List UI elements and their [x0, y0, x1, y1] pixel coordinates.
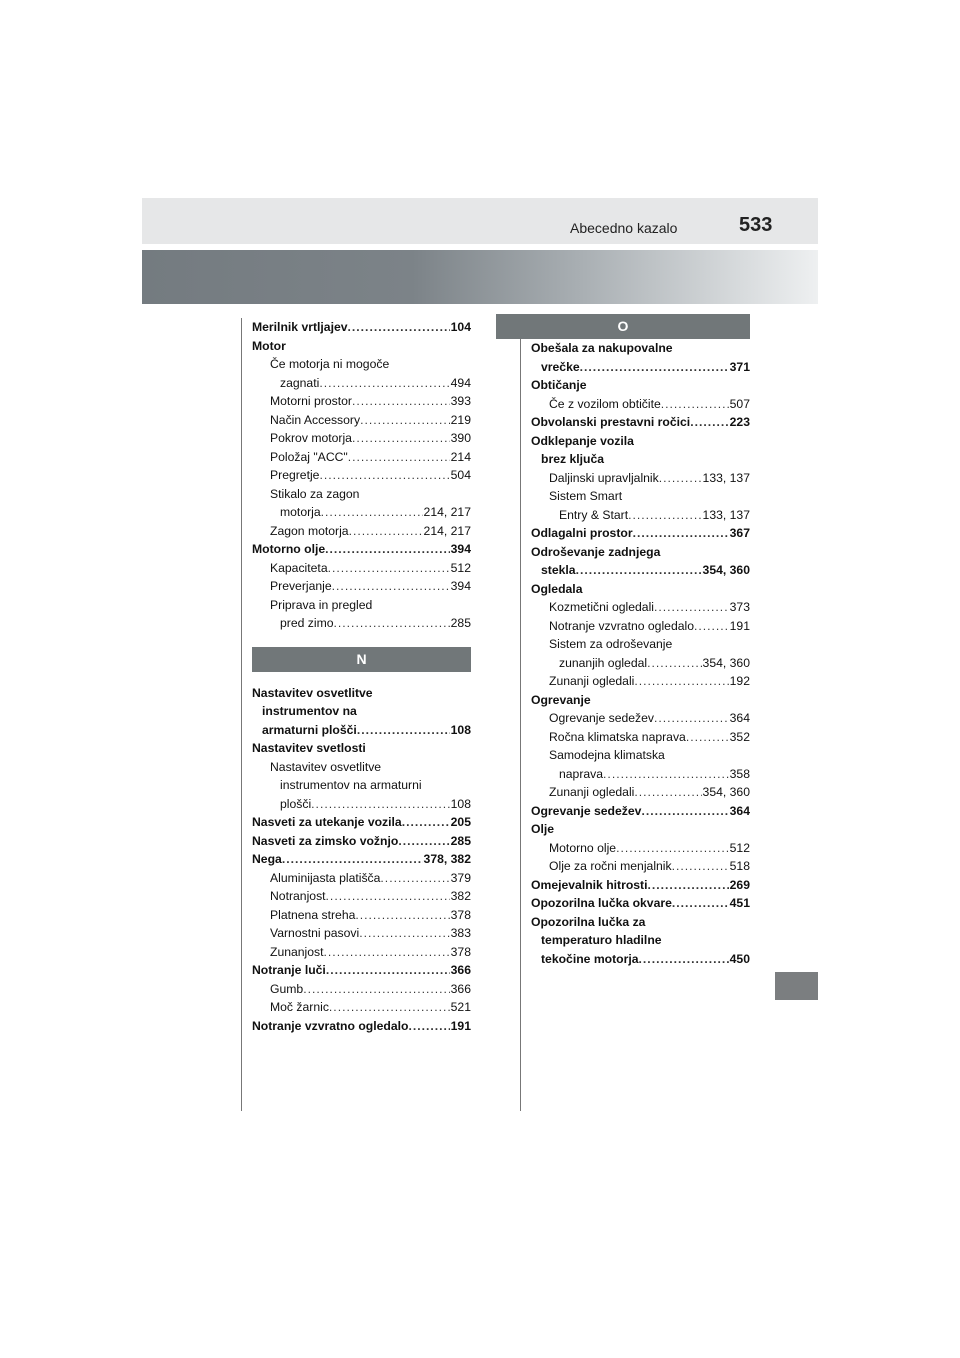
leader-dots: [352, 392, 450, 411]
leader-dots: [360, 411, 450, 430]
leader-dots: [319, 466, 449, 485]
index-entry: [252, 832, 471, 851]
index-entry-page: 378: [450, 907, 471, 922]
index-entry-term: Preverjanje: [270, 579, 332, 593]
index-entries-o: [531, 339, 750, 968]
leader-dots: [349, 522, 423, 541]
index-entry: [531, 561, 750, 580]
index-entry: [252, 961, 471, 980]
index-entry-term: Notranje vzvratno ogledalo: [252, 1018, 409, 1033]
index-entry: [252, 374, 471, 393]
index-entry-page: 494: [450, 375, 471, 390]
index-entry-page: 382: [450, 889, 471, 903]
index-entry-page: 214, 217: [423, 523, 471, 538]
index-entry-term: Priprava in pregled: [270, 597, 373, 612]
index-entry: [531, 654, 750, 673]
index-entry: [531, 746, 750, 765]
index-entry: [252, 906, 471, 925]
index-entry-term: Notranje vzvratno ogledalo: [549, 618, 694, 633]
index-entry-page: 214: [450, 449, 471, 464]
index-entry: [531, 450, 750, 469]
index-entry: [252, 813, 471, 832]
index-entry-page: 390: [450, 431, 471, 445]
index-entry: [252, 485, 471, 504]
index-entry: [252, 702, 471, 721]
index-entry-page: 108: [450, 722, 471, 737]
leader-dots: [329, 998, 450, 1017]
leader-dots: [672, 857, 729, 876]
index-entry-term: Stikalo za zagon: [270, 486, 360, 501]
index-entry: [252, 540, 471, 559]
leader-dots: [324, 943, 450, 962]
index-entry-term: Entry & Start: [559, 507, 629, 522]
index-entry: [531, 894, 750, 913]
index-entry: [531, 820, 750, 839]
index-entry: [531, 913, 750, 932]
index-entry: [252, 429, 471, 448]
index-entry-term: Obvolanski prestavni ročici: [531, 415, 691, 429]
index-entry-page: 354, 360: [702, 655, 750, 670]
index-entry-page: 371: [729, 359, 750, 374]
index-entry: [531, 339, 750, 358]
index-entry: [531, 876, 750, 895]
header-top-bar: [142, 198, 818, 244]
index-entry: [531, 672, 750, 691]
index-entry-page: 191: [450, 1018, 471, 1033]
index-entry: [252, 795, 471, 814]
index-entry-term: Olje za ročni menjalnik: [549, 859, 672, 873]
index-entry-term: motorja: [280, 505, 321, 519]
index-entry-term: Kozmetični ogledali: [549, 600, 655, 614]
index-entry: [531, 413, 750, 432]
index-entry-page: 108: [450, 796, 471, 811]
index-entry: [531, 691, 750, 710]
leader-dots: [357, 721, 450, 740]
index-entry-page: 393: [450, 394, 471, 408]
index-entry: [252, 392, 471, 411]
index-entry-page: 219: [450, 412, 471, 427]
section-header-o: O: [496, 314, 750, 339]
index-entry: [531, 358, 750, 377]
index-entry: [252, 318, 471, 337]
page-number: 533: [739, 214, 773, 236]
index-entry-term: Moč žarnic: [270, 1000, 329, 1014]
index-entry-page: 358: [729, 766, 750, 781]
index-entry: [531, 580, 750, 599]
column-divider-right: [520, 338, 521, 1111]
leader-dots: [380, 869, 449, 888]
index-entry-page: 367: [729, 526, 750, 540]
index-entry-term: Motorni prostor: [270, 394, 352, 408]
leader-dots: [321, 503, 423, 522]
index-entry-term: Način Accessory: [270, 412, 361, 427]
index-entry-term: Zagon motorja: [270, 523, 349, 538]
leader-dots: [633, 524, 729, 543]
section-header-n: N: [252, 647, 471, 672]
index-entry-term: Opozorilna lučka za: [531, 914, 646, 929]
index-entry-term: Omejevalnik hitrosti: [531, 877, 648, 892]
index-entry-page: 191: [729, 618, 750, 633]
index-entry-page: 518: [729, 859, 750, 873]
index-entry: [252, 596, 471, 615]
index-entry: [252, 998, 471, 1017]
index-entry-term: Nega: [252, 852, 282, 866]
index-entry-term: Sistem Smart: [549, 489, 623, 503]
index-entry: [531, 802, 750, 821]
index-entry-term: Merilnik vrtljajev: [252, 320, 348, 334]
index-entry-term: Aluminijasta platišča: [270, 870, 381, 885]
index-entry: [252, 721, 471, 740]
index-entry-page: 512: [729, 840, 750, 855]
index-entry: [252, 850, 471, 869]
leader-dots: [348, 448, 450, 467]
index-entry-term: Obtičanje: [531, 378, 587, 392]
index-entry: [531, 487, 750, 506]
index-entry: [531, 395, 750, 414]
index-entry: [531, 469, 750, 488]
index-entry-page: 504: [450, 468, 471, 482]
index-entry: [252, 614, 471, 633]
index-entry-term: Ogrevanje sedežev: [531, 803, 642, 818]
leader-dots: [334, 614, 450, 633]
index-entry-term: Nastavitev svetlosti: [252, 741, 366, 755]
leader-dots: [328, 559, 450, 578]
index-entry-term: Samodejna klimatska: [549, 748, 665, 762]
index-entry-term: plošči: [280, 796, 312, 811]
index-entry-term: Platnena streha: [270, 907, 356, 922]
page-header-title: Abecedno kazalo: [570, 220, 678, 236]
index-entry: [531, 635, 750, 654]
index-entry-term: brez ključa: [541, 452, 604, 466]
index-entry: [531, 506, 750, 525]
index-entry-term: Pokrov motorja: [270, 431, 352, 445]
index-entry-page: 223: [729, 415, 750, 429]
index-entry-term: tekočine motorja: [541, 951, 639, 966]
leader-dots: [694, 617, 729, 636]
leader-dots: [661, 395, 729, 414]
index-entry: [531, 857, 750, 876]
leader-dots: [634, 783, 701, 802]
leader-dots: [634, 672, 728, 691]
header-gradient-band: [142, 250, 818, 304]
index-entry-page: 285: [450, 616, 471, 630]
index-column-1: [252, 318, 471, 1035]
index-entry-term: instrumentov na: [262, 704, 357, 718]
index-entry-page: 133, 137: [702, 507, 750, 522]
index-entry-term: Pregretje: [270, 468, 320, 482]
index-entry: [252, 448, 471, 467]
index-entry: [252, 355, 471, 374]
index-entry-term: Daljinski upravljalnik: [549, 470, 659, 485]
leader-dots: [359, 924, 449, 943]
leader-dots: [647, 654, 701, 673]
index-entry: [252, 466, 471, 485]
index-entry-term: stekla: [541, 563, 576, 577]
leader-dots: [639, 950, 729, 969]
index-entry-term: Obešala za nakupovalne: [531, 341, 673, 355]
index-entry: [252, 980, 471, 999]
index-entry-page: 394: [450, 579, 471, 593]
index-entry-page: 394: [450, 542, 471, 556]
leader-dots: [654, 709, 729, 728]
index-entry-term: Opozorilna lučka okvare: [531, 896, 672, 910]
index-entry: [252, 758, 471, 777]
index-entry-term: Ogrevanje: [531, 692, 591, 707]
index-entry-page: 507: [729, 396, 750, 411]
index-entry: [531, 950, 750, 969]
leader-dots: [355, 906, 449, 925]
leader-dots: [319, 374, 449, 393]
index-entries-n: [252, 684, 471, 1036]
leader-dots: [576, 561, 702, 580]
leader-dots: [648, 876, 729, 895]
index-entry-term: Varnostni pasovi: [270, 926, 360, 940]
index-entry-page: 352: [729, 729, 750, 744]
index-entry-term: Nasveti za utekanje vozila: [252, 815, 402, 829]
index-entry-page: 378, 382: [423, 852, 471, 866]
index-entry-term: Notranjost: [270, 889, 326, 903]
index-entry: [252, 559, 471, 578]
index-entry-term: Ročna klimatska naprava: [549, 729, 686, 744]
index-entry-term: zunanjih ogledal: [559, 655, 648, 670]
index-entry-page: 379: [450, 870, 471, 885]
index-entry-term: Nastavitev osvetlitve: [252, 685, 373, 700]
index-entry-page: 214, 217: [423, 505, 471, 519]
leader-dots: [603, 765, 729, 784]
index-entry-term: Odklepanje vozila: [531, 433, 634, 448]
index-entry-page: 451: [729, 896, 750, 910]
index-entry-page: 354, 360: [702, 563, 750, 577]
index-entry-page: 205: [450, 815, 471, 829]
leader-dots: [348, 318, 450, 337]
index-entry: [531, 783, 750, 802]
index-entry-term: Nastavitev osvetlitve: [270, 759, 382, 774]
chapter-side-tab: [775, 972, 818, 1000]
index-entry: [252, 739, 471, 758]
index-entry-term: Notranje luči: [252, 963, 326, 977]
index-entry-page: 269: [729, 877, 750, 892]
index-entry: [252, 337, 471, 356]
index-entry-term: Ogrevanje sedežev: [549, 711, 655, 725]
index-entries-m: [252, 318, 471, 633]
leader-dots: [616, 839, 729, 858]
index-entry-page: 512: [450, 560, 471, 575]
leader-dots: [654, 598, 729, 617]
index-entry-term: Nasveti za zimsko vožnjo: [252, 833, 399, 848]
index-entry-page: 285: [450, 833, 471, 848]
index-entry: [252, 869, 471, 888]
index-entry-term: Zunanji ogledali: [549, 785, 635, 799]
index-entry: [252, 577, 471, 596]
index-entry: [531, 543, 750, 562]
index-entry-term: temperaturo hladilne: [541, 933, 662, 947]
leader-dots: [332, 577, 450, 596]
index-entry-term: Motorno olje: [252, 542, 326, 556]
leader-dots: [402, 813, 450, 832]
index-entry: [531, 376, 750, 395]
leader-dots: [326, 961, 450, 980]
index-entry-term: Kapaciteta: [270, 560, 328, 575]
index-entry-term: Motorno olje: [549, 840, 617, 855]
index-entry-term: Ogledala: [531, 581, 583, 596]
index-entry-term: Položaj "ACC": [270, 449, 348, 464]
index-entry-page: 364: [729, 711, 750, 725]
index-entry-term: naprava: [559, 766, 604, 781]
leader-dots: [352, 429, 450, 448]
leader-dots: [325, 540, 450, 559]
index-entry: [252, 943, 471, 962]
index-entry: [252, 1017, 471, 1036]
index-entry-term: Zunanjost: [270, 944, 324, 959]
index-entry-term: Odroševanje zadnjega: [531, 544, 661, 559]
index-entry-page: 450: [729, 951, 750, 966]
index-entry-term: Gumb: [270, 981, 304, 996]
leader-dots: [628, 506, 701, 525]
column-divider-left: [241, 318, 242, 1111]
index-entry: [531, 432, 750, 451]
index-entry: [531, 839, 750, 858]
index-entry: [252, 684, 471, 703]
index-entry-page: 383: [450, 926, 471, 940]
index-entry-page: 373: [729, 600, 750, 614]
index-entry-term: pred zimo: [280, 616, 334, 630]
index-entry: [531, 728, 750, 747]
leader-dots: [311, 795, 449, 814]
index-entry: [531, 765, 750, 784]
index-entry: [252, 503, 471, 522]
index-entry-page: 104: [450, 320, 471, 334]
index-entry: [252, 522, 471, 541]
leader-dots: [690, 413, 728, 432]
index-entry-term: vrečke: [541, 359, 580, 374]
index-entry-term: Motor: [252, 338, 286, 353]
index-entry-term: instrumentov na armaturni: [280, 778, 422, 792]
leader-dots: [641, 802, 728, 821]
index-entry: [252, 411, 471, 430]
leader-dots: [686, 728, 729, 747]
index-entry-term: Olje: [531, 822, 555, 836]
leader-dots: [408, 1017, 449, 1036]
index-entry-page: 133, 137: [702, 470, 750, 485]
index-entry: [531, 617, 750, 636]
index-entry: [531, 709, 750, 728]
index-entry-term: Zunanji ogledali: [549, 674, 635, 688]
index-entry-page: 521: [450, 1000, 471, 1014]
leader-dots: [326, 887, 450, 906]
index-entry-page: 354, 360: [702, 785, 750, 799]
index-entry-term: armaturni plošči: [262, 722, 357, 737]
leader-dots: [282, 850, 423, 869]
leader-dots: [303, 980, 449, 999]
index-entry: [531, 598, 750, 617]
index-entry: [252, 887, 471, 906]
leader-dots: [672, 894, 729, 913]
index-entry-page: 364: [729, 803, 750, 818]
leader-dots: [580, 358, 729, 377]
index-entry-term: Odlagalni prostor: [531, 526, 633, 540]
leader-dots: [659, 469, 702, 488]
index-entry: [531, 931, 750, 950]
index-entry: [531, 524, 750, 543]
index-entry-page: 366: [450, 981, 471, 996]
index-entry-page: 192: [729, 674, 750, 688]
leader-dots: [398, 832, 449, 851]
index-entry-term: Sistem za odroševanje: [549, 637, 673, 651]
index-entry-term: zagnati: [280, 375, 320, 390]
index-entry-page: 366: [450, 963, 471, 977]
index-entry-term: Če motorja ni mogoče: [270, 357, 390, 371]
index-entry-term: Če z vozilom obtičite: [549, 396, 661, 411]
index-entry: [252, 924, 471, 943]
index-entry-page: 378: [450, 944, 471, 959]
index-column-2: [531, 339, 750, 968]
index-entry: [252, 776, 471, 795]
